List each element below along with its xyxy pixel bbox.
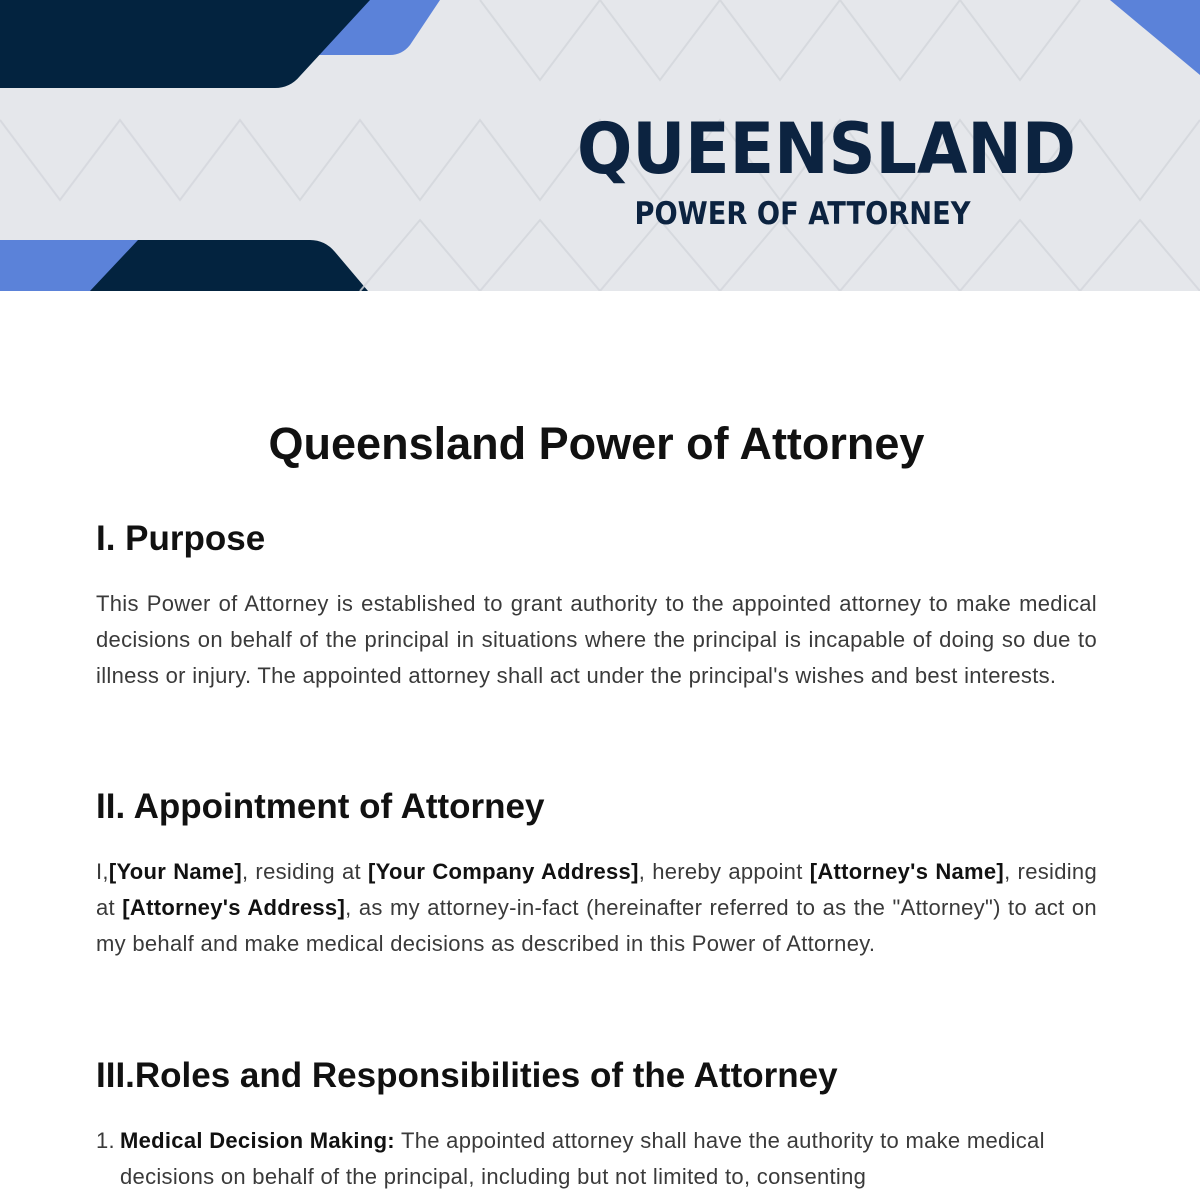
- banner-blue-shape-right: [1110, 0, 1200, 75]
- section-text-appointment: I,[Your Name], residing at [Your Company Address], hereby appoint [Attorney's Name], residing at [Attorney's Address], as my attorney-in-fact (hereinafter referred to as the "Attorney") to act on my behalf and make medical decisions as described in this Power of Attorney.: [96, 859, 1098, 956]
- section-text-purpose: This Power of Attorney is established to grant authority to the appointed attorney to make medical decisions on behalf of the principal in situations where the principal is incapable of doing so due to illness or injury. The appointed attorney shall act under the principal's wishes and best interests.: [96, 591, 1097, 688]
- list-item-text: The appointed attorney shall have the authority to make medical decisions on behalf of the principal, including but not limited to, consenting: [120, 1128, 1045, 1189]
- banner-navy-shape-top: [0, 0, 370, 88]
- section-heading-roles: III.Roles and Responsibilities of the Attorney: [96, 1056, 838, 1095]
- placeholder-attorney-address: [Attorney's Address]: [122, 895, 346, 920]
- banner-navy-shape-bottom: [90, 240, 368, 291]
- section-heading-appointment: II. Appointment of Attorney: [96, 787, 545, 826]
- list-item-label: Medical Decision Making:: [120, 1128, 395, 1153]
- document-title: Queensland Power of Attorney: [268, 418, 925, 469]
- banner-subtitle: POWER OF ATTORNEY: [634, 196, 971, 232]
- placeholder-your-name: [Your Name]: [108, 859, 242, 884]
- banner-title: QUEENSLAND: [576, 108, 1076, 190]
- placeholder-attorney-name: [Attorney's Name]: [809, 859, 1005, 884]
- placeholder-company-address: [Your Company Address]: [367, 859, 639, 884]
- list-item: [96, 1123, 1076, 1195]
- section-heading-purpose: I. Purpose: [96, 519, 266, 558]
- list-number: 1.: [96, 1128, 115, 1153]
- header-banner: [0, 0, 1200, 291]
